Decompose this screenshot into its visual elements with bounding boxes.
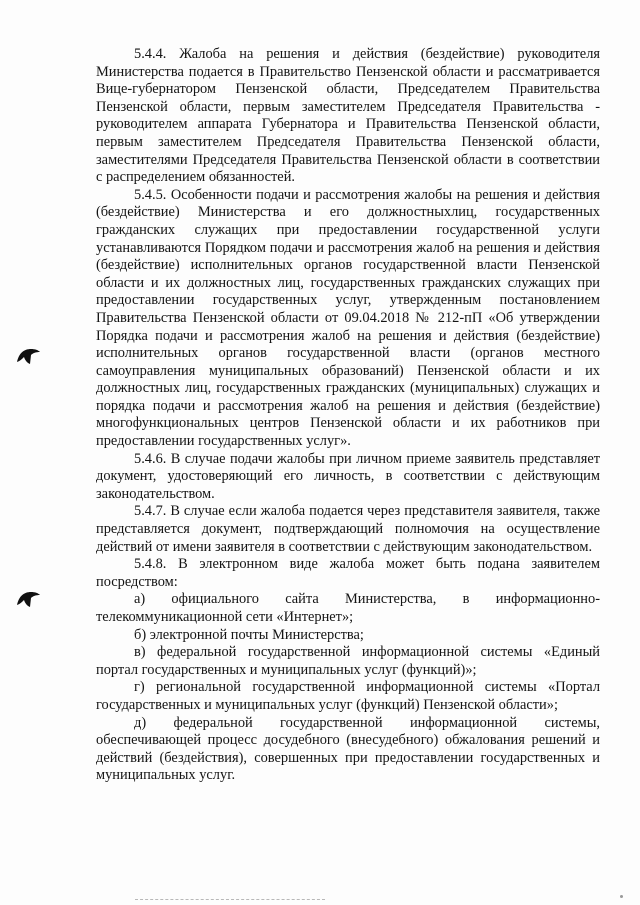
list-item-b: б) электронной почты Министерства;: [134, 626, 364, 643]
footer-divider: [135, 899, 325, 901]
paragraph-5-4-4: 5.4.4. Жалоба на решения и действия (бездействие) руководителя Министерства подается в Правительство Пензенской области и рассматривается Вице-губернатором Пензенской области, Председателем Правительства Пензенской области, первым заместителем Председателя Правительства - руководителем аппарата Губернатора и Правительства Пензенской области, первым заместителем Председателя Правительства Пензенской области, заместителями Председателя Правительства Пензенской области в соответствии с распределением обязанностей.: [96, 46, 600, 186]
hole-punch-mark: [14, 587, 40, 609]
list-item-a: а) официального сайта Министерства, в информационно-телекоммуникационной сети «Интернет»;: [96, 591, 600, 625]
list-item-v: в) федеральной государственной информационной системы «Единый портал государственных и муниципальных услуг (функций)»;: [96, 644, 600, 678]
paragraph-5-4-6: 5.4.6. В случае подачи жалобы при личном приеме заявитель представляет документ, удостоверяющий его личность, в соответствии с действующим законодательством.: [96, 450, 600, 502]
scan-speck: [620, 895, 623, 898]
list-item-g: г) региональной государственной информационной системы «Портал государственных и муниципальных услуг (функций) Пензенской области»;: [96, 679, 600, 713]
hole-punch-mark: [14, 344, 40, 366]
paragraph-5-4-7: 5.4.7. В случае если жалоба подается через представителя заявителя, также представляется документ, подтверждающий полномочия на осуществление действий от имени заявителя в соответствии с действующим законодательством.: [96, 503, 600, 555]
list-item-d: д) федеральной государственной информационной системы, обеспечивающей процесс досудебного (внесудебного) обжалования решений и действий (бездействия), совершенных при предоставлении государственных и муниципальных услуг.: [96, 714, 600, 784]
paragraph-5-4-5: 5.4.5. Особенности подачи и рассмотрения жалобы на решения и действия (бездействие) Министерства и его должностныхлиц, государственных гражданских служащих при предоставлении государственной услуги устанавливаются Порядком подачи и рассмотрения жалоб на решения и действия (бездействие) исполнительных органов государственной власти Пензенской области и их должностных лиц, государственных гражданских служащих при предоставлении государственных услуг, утвержденным постановлением Правительства Пензенской области от 09.04.2018 № 212-пП «Об утверждении Порядка подачи и рассмотрения жалоб на решения и действия (бездействие) исполнительных органов государственной власти (органов местного самоуправления муниципальных образований) Пензенской области и их должностных лиц, государственных гражданских (муниципальных) служащих и порядка подачи и рассмотрения жалоб на решения и действия (бездействие) многофункциональных центров Пензенской области и их работников при предоставлении государственных услуг».: [96, 186, 600, 450]
paragraph-5-4-8: 5.4.8. В электронном виде жалоба может быть подана заявителем посредством:: [96, 556, 600, 590]
document-body: [96, 46, 600, 785]
